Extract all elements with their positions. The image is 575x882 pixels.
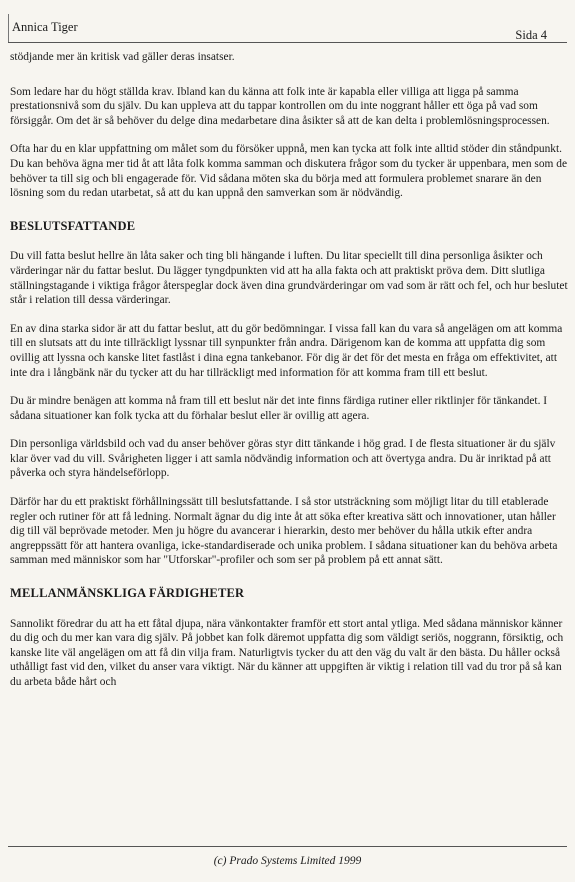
copyright-text: (c) Prado Systems Limited 1999: [213, 855, 362, 867]
page-body: [10, 50, 570, 704]
paragraph: Som ledare har du högt ställda krav. Ibland kan du känna att folk inte är kapabla eller villiga att ligga på samma prestationsnivå som du själv. Du kan uppleva att du tappar kontrollen om du inte noggrant håller ett öga på vad som försiggår. Om det är så behöver du delge dina medarbetare dina åsikter så att de kan delta i problemlösningsprocessen.: [10, 85, 550, 127]
section-heading-mellanmanskliga: MELLANMÄNSKLIGA FÄRDIGHETER: [10, 586, 245, 601]
section-heading-beslutsfattande: BESLUTSFATTANDE: [10, 218, 136, 233]
author-name: Annica Tiger: [12, 20, 78, 34]
paragraph: En av dina starka sidor är att du fattar beslut, att du gör bedömningar. I vissa fall kan du vara så angelägen om att komma till en slutsats att du inte tillräckligt lyssnar till synpunkter från andra. Därigenom kan de komma att uppfatta dig som ovillig att lyssna och kanske litet fastlåst i dina egna tankebanor. För dig är det för det mesta en fråga om effektivitet, att inte dra i långbänk när du tycker att du har tillräckligt med information för att komma fram till ett beslut.: [10, 322, 563, 379]
page-header: [8, 14, 567, 43]
paragraph: Du vill fatta beslut hellre än låta saker och ting bli hängande i luften. Du litar speciellt till dina personliga åsikter och värderingar när du fattar beslut. Du lägger tyngdpunkten vid att ha alla fakta och att praktiskt pröva dem. Ditt slutliga ställningstagande i viktiga frågor återspeglar dock även dina grundvärderingar om vad som är rätt och fel, och hur beslutet står i relation till dessa värderingar.: [10, 250, 568, 307]
page-number: Sida 4: [515, 28, 547, 42]
paragraph: Du är mindre benägen att komma nå fram till ett beslut när det inte finns färdiga rutiner eller riktlinjer för tänkandet. I sådana situationer kan folk tycka att du förhalar beslut eller är ovillig att agera.: [10, 395, 548, 422]
paragraph: Sannolikt föredrar du att ha ett fåtal djupa, nära vänkontakter framför ett stort antal ytliga. Med sådana människor känner du dig och du mer kan vara dig själv. På jobbet kan folk däremot uppfatta dig som väldigt seriös, noggrann, försiktig, och kanske lite väl angelägen om att få din vilja fram. Naturligtvis tycker du att den väg du valt är den bästa. Du håller också uthålligt fast vid den, vilket du anser vara viktigt. När du känner att uppgiften är viktig i relation till vad du tror på så kan du arbeta både hårt och: [10, 617, 564, 688]
paragraph: Därför har du ett praktiskt förhållningssätt till beslutsfattande. I så stor utsträckning som möjligt litar du till etablerade regler och rutiner för att få ledning. Normalt ägnar du dig inte åt att söka efter kreativa sätt och innovationer, utan håller dig till väl beprövade metoder. Men ju högre du avancerar i hierarkin, desto mer behöver du hålla utkik efter andra angreppssätt för att hantera ovanliga, icke-standardiserade och unika problem. I sådana situationer kan du behöva arbeta samman med människor som har "Utforskar"-profiler och som ser på problem på ett annat sätt.: [10, 496, 558, 567]
paragraph: Ofta har du en klar uppfattning om målet som du försöker uppnå, men kan tycka att folk inte alltid stöder din ståndpunkt. Du kan behöva ägna mer tid åt att låta folk komma samman och diskutera frågor som du tycker är uppenbara, men som de behöver ta till sig och bli engagerade för. Vid sådana möten ska du börja med att formulera problemet snarare än den lösning som du redan utarbetat, så att du kan uppnå den samverkan som är nödvändig.: [10, 143, 568, 200]
page-footer: [8, 846, 567, 867]
paragraph: Din personliga världsbild och vad du anser behöver göras styr ditt tänkande i hög grad. I de flesta situationer är du själv klar över vad du vill. Svårigheten ligger i att samla nödvändig information och att övertyga andra. Du är inriktad på att påverka och styra händelseförlopp.: [10, 438, 556, 480]
header-divider: [8, 14, 9, 42]
paragraph: stödjande mer än kritisk vad gäller deras insatser.: [10, 51, 235, 63]
